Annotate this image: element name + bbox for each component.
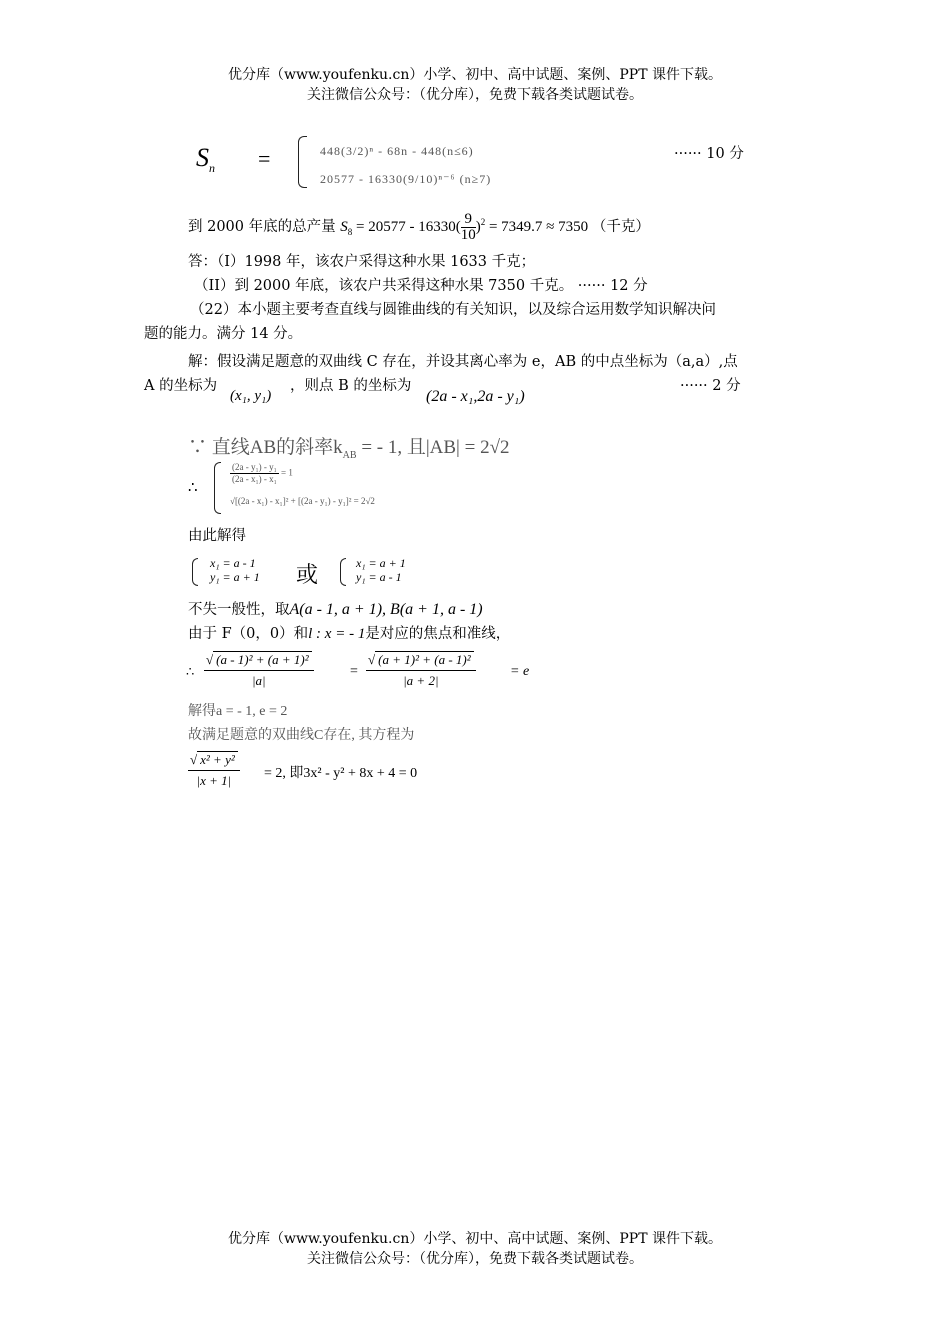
point-a-coords: (x₁, y₁) xyxy=(230,388,272,404)
score-10: ······ 10 分 xyxy=(674,146,744,162)
solution-2-y: y₁ = a - 1 xyxy=(356,570,402,584)
system-brace xyxy=(214,462,221,514)
sn-lhs: $S_n$ xyxy=(196,143,215,176)
focus-line: 由于 F（0，0）和l : x = - 1是对应的焦点和准线， xyxy=(188,626,511,642)
solve-label: 由此解得 xyxy=(188,528,246,544)
total-production-line xyxy=(188,212,650,243)
or-word: 或 xyxy=(296,563,319,588)
page-header-line-2: 关注微信公众号：（优分库），免费下载各类试题试卷。 xyxy=(307,87,643,103)
problem22-line-1: （22）本小题主要考查直线与圆锥曲线的有关知识，以及综合运用数学知识解决问 xyxy=(190,302,716,318)
sn-equals: = xyxy=(258,146,271,171)
therefore-symbol-2: ∴ xyxy=(186,664,195,679)
page-footer-line-2: 关注微信公众号：（优分库），免费下载各类试题试卷。 xyxy=(307,1251,643,1267)
ratio-fraction-2: $\frac{\text{√ (a + 1)² + (a - 1)²}}{|a + 2|}$ xyxy=(366,650,476,691)
answer-line-1: 答：（I）1998 年，该农户采得这种水果 1633 千克； xyxy=(188,254,536,270)
solution-2-x: x₁ = a + 1 xyxy=(356,556,406,570)
result-line: 解得a = - 1, e = 2 xyxy=(188,704,288,719)
solution-line-2-mid: ，则点 B 的坐标为 xyxy=(290,378,412,394)
ratio-fraction-1: $\frac{\text{√ (a - 1)² + (a + 1)²}}{|a|}$ xyxy=(204,650,314,691)
solution-brace-1 xyxy=(192,558,198,586)
total-prefix: 到 2000 年底的总产量 xyxy=(188,219,336,235)
sn-case-2: 20577 - 16330(9/10)ⁿ⁻⁶ (n≥7) xyxy=(320,172,492,186)
total-formula: $S_8 = 20577 - 16330$( $\frac{9}{10}$ )$^2$ = 7349.7 ≈ 7350 xyxy=(340,211,589,244)
solution-line-2-prefix: A 的坐标为 xyxy=(144,378,218,394)
solution-1-y: y₁ = a + 1 xyxy=(210,570,260,584)
therefore-symbol-1: ∴ xyxy=(188,480,198,496)
final-fraction: $\frac{\text{√ x² + y²}}{|x + 1|}$ xyxy=(188,750,240,791)
ratio-rhs: = e xyxy=(510,664,530,679)
solution-1-x: x₁ = a - 1 xyxy=(210,556,256,570)
page-footer-line-1: 优分库（www.youfenku.cn）小学、初中、高中试题、案例、PPT 课件下载。 xyxy=(227,1231,722,1247)
slope-statement: ∵ 直线AB的斜率$k_{AB}$ = - 1, 且|AB| = 2√2 xyxy=(188,437,510,461)
solution-line-1: 解：假设满足题意的双曲线 C 存在，并设其离心率为 e，AB 的中点坐标为（a,a）,点 xyxy=(188,354,738,370)
ratio-equals: = xyxy=(350,664,358,679)
system-eq-1: $\frac{\text{(2a - y₁) - y₁}}{\text{(2a - x₁) - x₁}}$ = 1 xyxy=(232,462,293,484)
total-suffix: （千克） xyxy=(591,219,650,235)
system-eq-2: √[(2a - x₁) - x₁]² + [(2a - y₁) - y₁]² = 2√2 xyxy=(230,496,375,506)
conclusion-line: 故满足题意的双曲线C存在, 其方程为 xyxy=(188,728,415,743)
score-2: ······ 2 分 xyxy=(680,378,741,394)
point-b-coords: (2a - x₁,2a - y₁) xyxy=(426,388,525,405)
page-header-line-1: 优分库（www.youfenku.cn）小学、初中、高中试题、案例、PPT 课件下载。 xyxy=(227,67,722,83)
problem22-line-2: 题的能力。满分 14 分。 xyxy=(144,326,303,342)
generality-line: 不失一般性，取A(a - 1, a + 1), B(a + 1, a - 1) xyxy=(188,601,483,618)
solution-brace-2 xyxy=(340,558,346,586)
sn-case-1: 448(3/2)ⁿ - 68n - 448(n≤6) xyxy=(320,144,474,158)
fraction-9-10: $\frac{9}{10}$ xyxy=(460,211,476,244)
final-equation-rhs: = 2, 即3x² - y² + 8x + 4 = 0 xyxy=(264,766,418,781)
answer-line-2: （II）到 2000 年底，该农户共采得这种水果 7350 千克。 ······ 12 分 xyxy=(194,278,648,294)
sn-brace xyxy=(298,136,307,188)
